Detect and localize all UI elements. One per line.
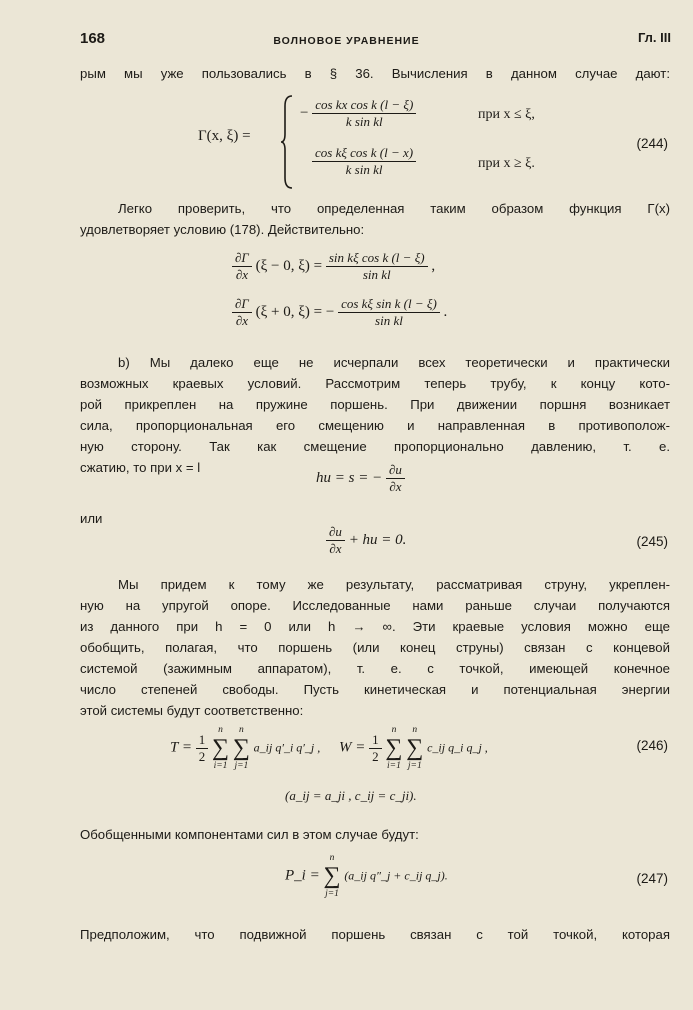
paragraph-line: b) Мы далеко еще не исчерпали всех теоретически и практически	[118, 355, 670, 370]
paragraph-line: этой системы будут соответственно:	[80, 703, 304, 718]
derivative-eq-1: $\frac{\partial\Gamma}{\partial x}$ (ξ − 0, ξ) = $\frac{\text{sin kξ cos k (l − ξ)}}{\text{sin kl}}$ ,	[232, 250, 435, 283]
paragraph-line: сжатию, то при x = l	[80, 460, 201, 475]
page-number: 168	[80, 30, 106, 47]
eq244-case1: − $\frac{\text{cos kx cos k (l − ξ)}}{\text{k sin kl}}$	[300, 97, 416, 130]
eq244-cond1: при x ≤ ξ,	[478, 107, 535, 122]
paragraph-line: Обобщенными компонентами сил в этом случае будут:	[80, 827, 419, 842]
equation-number: (244)	[636, 136, 668, 151]
equation-number: (245)	[636, 534, 668, 549]
paragraph-line: сила, пропорциональная его смещению и направленная в противополож-	[80, 418, 670, 433]
paragraph-line: ную на упругой опоре. Исследованные нами раньше случаи получаются	[80, 598, 670, 613]
equation-246: T = $\frac{1}{2}$ n ∑ i=1 n ∑ j=1 a_ij q′_i q′_j , W = $\frac{1}{2}$ n ∑ i=1 n ∑ j=1 c_ij q_i q_j ,	[170, 725, 488, 771]
equation-hu: hu = s = − $\frac{\partial u}{\partial x}$	[316, 462, 405, 495]
eq244-cond2: при x ≥ ξ.	[478, 156, 535, 171]
paragraph-line: удовлетворяет условию (178). Действительно:	[80, 222, 365, 237]
derivative-eq-2: $\frac{\partial\Gamma}{\partial x}$ (ξ + 0, ξ) = − $\frac{\text{cos kξ sin k (l − ξ)}}{\text{sin kl}}$ .	[232, 296, 447, 329]
paragraph-line: Мы придем к тому же результату, рассматривая струну, укреплен-	[118, 577, 670, 592]
running-title: ВОЛНОВОЕ УРАВНЕНИЕ	[273, 35, 420, 47]
equation-number: (247)	[636, 871, 668, 886]
paragraph-line: из данного при h = 0 или h → ∞. Эти краевые условия можно еще	[80, 619, 670, 634]
left-brace-icon	[280, 94, 296, 190]
paragraph-line: рой прикреплен на пружине поршень. При движении поршня возникает	[80, 397, 670, 412]
paragraph-line: системой (зажимным аппаратом), т. е. с точкой, имеющей конечное	[80, 661, 670, 676]
chapter-label: Гл. III	[637, 30, 671, 45]
paragraph-line: возможных краевых условий. Рассмотрим теперь трубу, к концу кото-	[80, 376, 670, 391]
paragraph-line: обобщить, полагая, что поршень (или конец струны) связан с концевой	[80, 640, 670, 655]
paragraph-line: рым мы уже пользовались в § 36. Вычисления в данном случае дают:	[80, 66, 670, 81]
paragraph-line: Предположим, что подвижной поршень связан с той точкой, которая	[80, 927, 670, 942]
paragraph-line: число степеней свободы. Пусть кинетическая и потенциальная энергии	[80, 682, 670, 697]
equation-247: P_i = n ∑ j=1 (a_ij q″_j + c_ij q_j).	[285, 853, 448, 899]
paragraph-line: Легко проверить, что определенная таким образом функция Γ(x)	[118, 201, 670, 216]
symmetry-condition: (a_ij = a_ji , c_ij = c_ji).	[285, 788, 417, 803]
paragraph-line: или	[80, 511, 103, 526]
equation-245: $\frac{\partial u}{\partial x}$ + hu = 0.	[326, 524, 406, 557]
eq244-case2: $\frac{\text{cos kξ cos k (l − x)}}{\text{k sin kl}}$	[312, 145, 416, 178]
equation-number: (246)	[636, 738, 668, 753]
eq244-lhs: Γ(x, ξ) =	[198, 128, 251, 144]
paragraph-line: ную сторону. Так как смещение пропорционально давлению, т. е.	[80, 439, 670, 454]
